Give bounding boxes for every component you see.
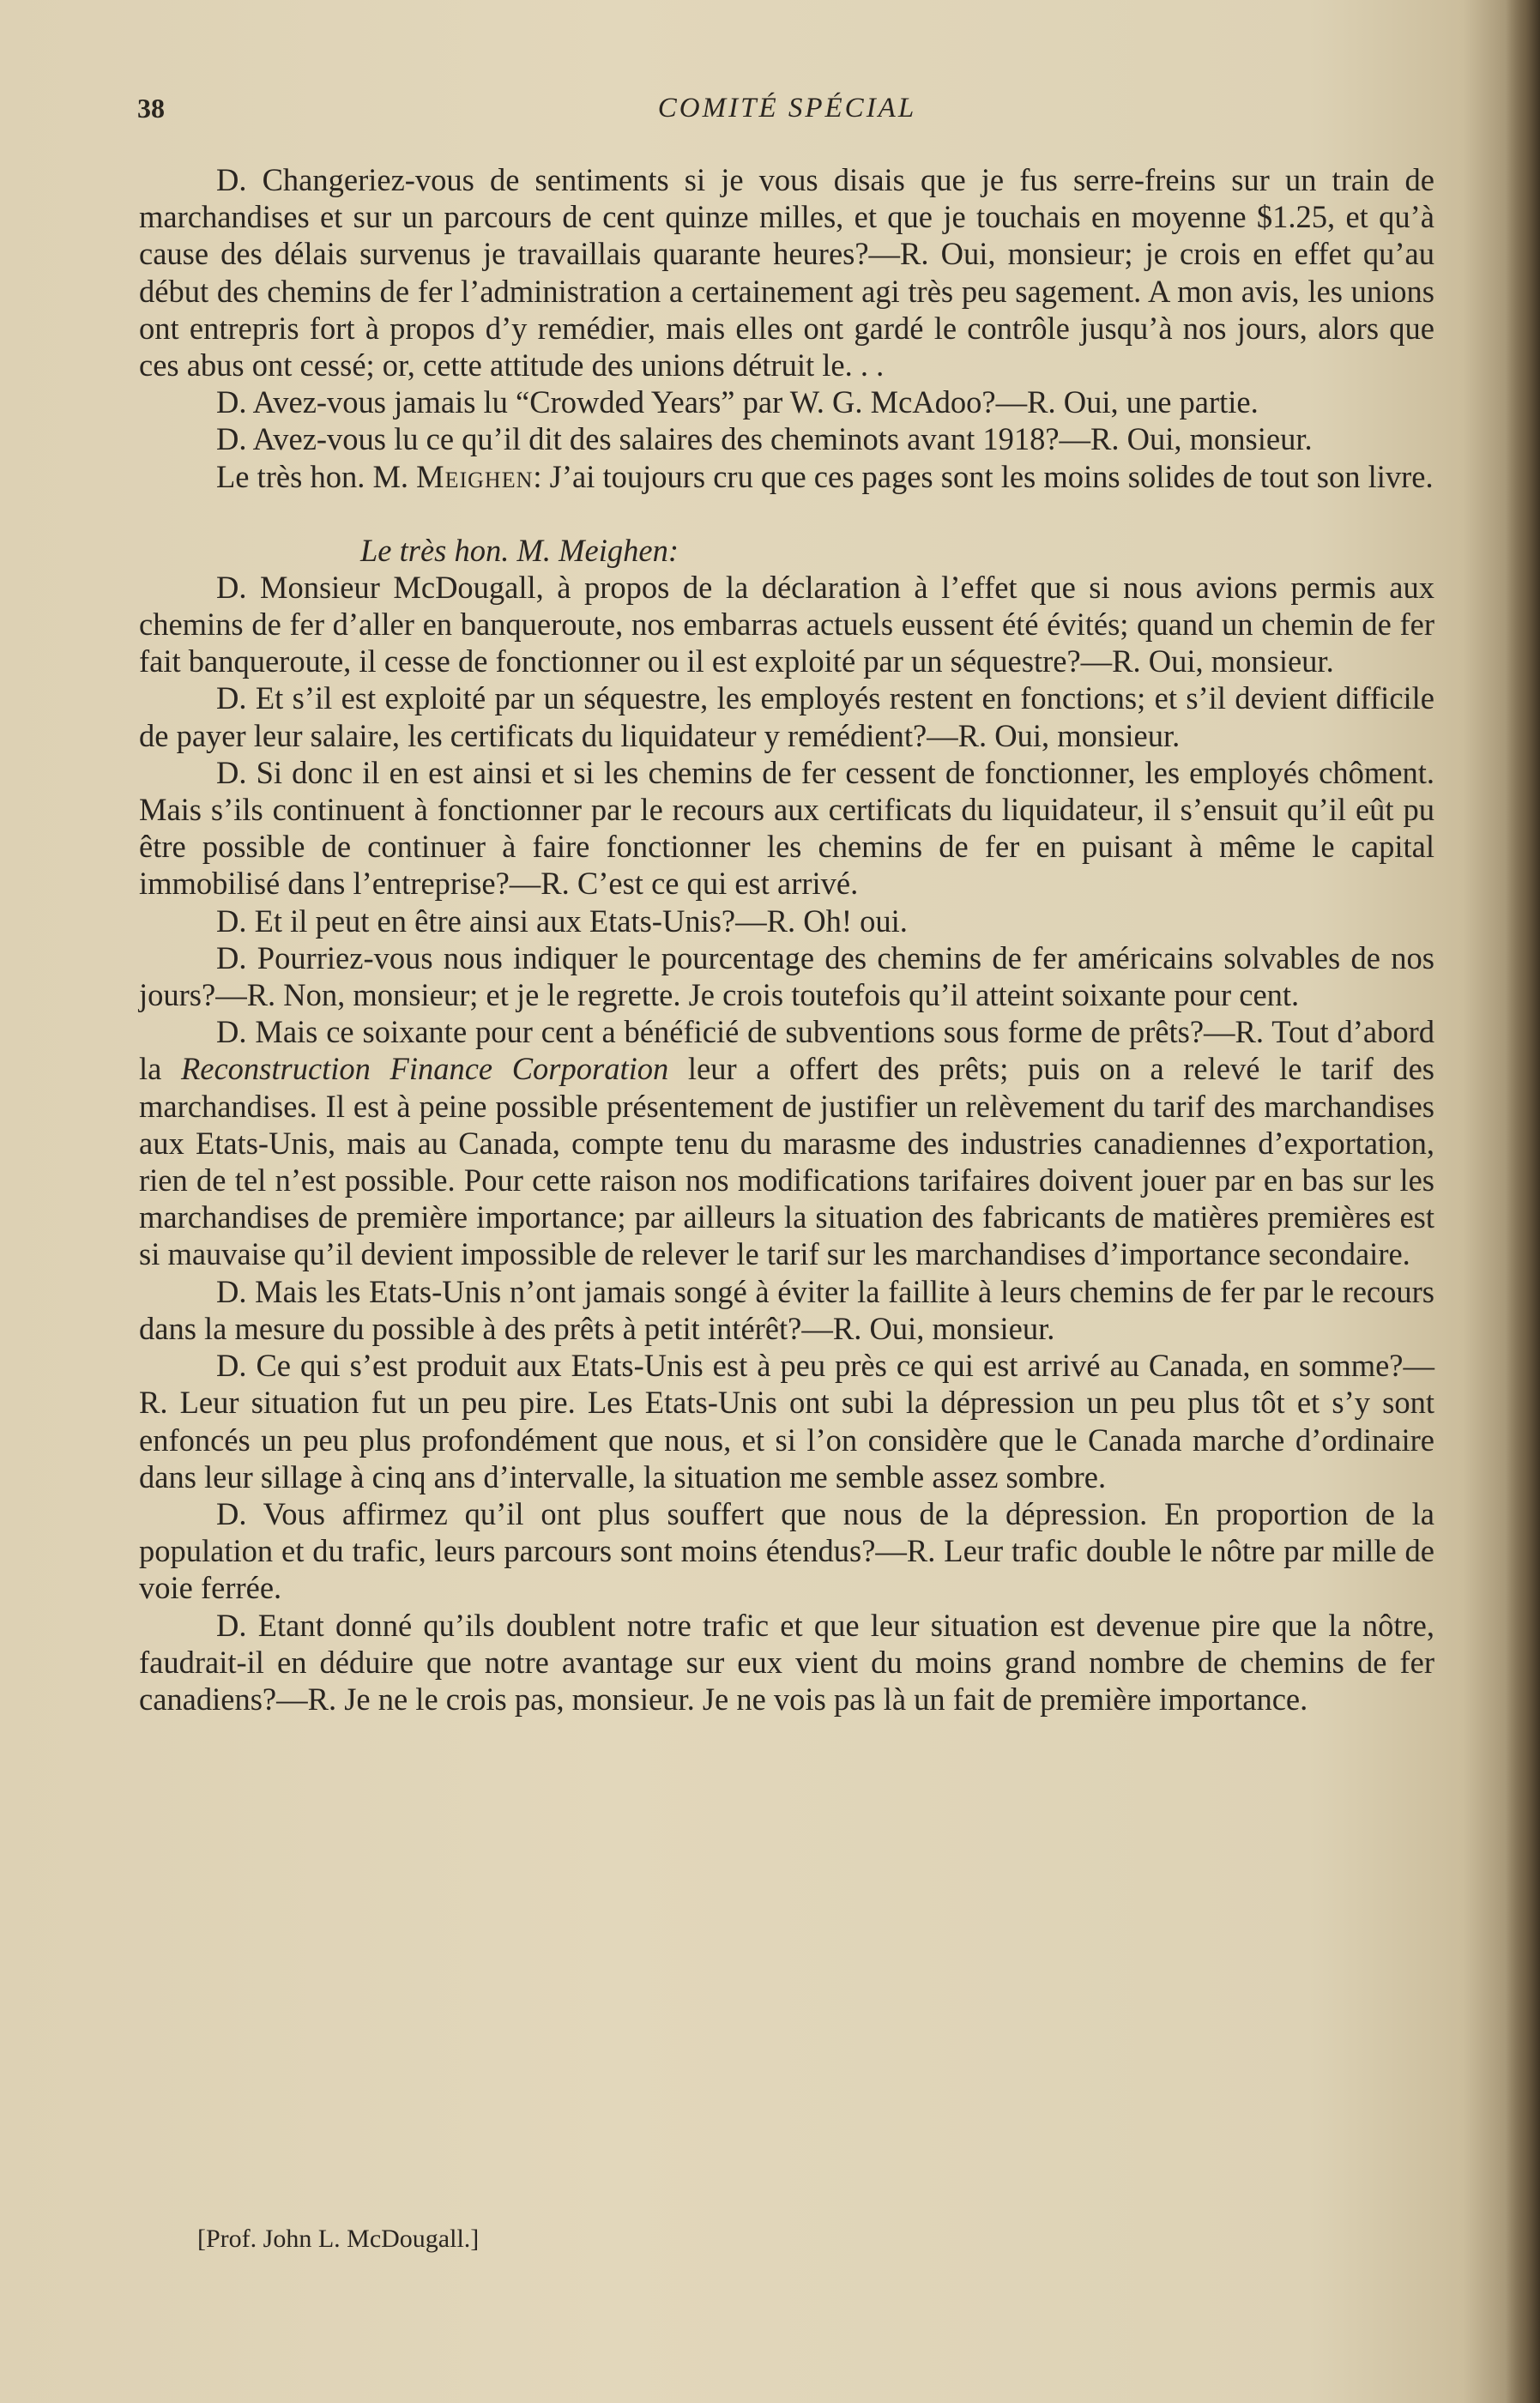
speaker-prefix: Le très hon. M. bbox=[216, 458, 417, 494]
witness-reference: [Prof. John L. McDougall.] bbox=[197, 2225, 480, 2253]
speaker-text: : J’ai toujours cru que ces pages sont les moins solides de tout son livre. bbox=[533, 458, 1434, 494]
running-head: COMITÉ SPÉCIAL bbox=[657, 93, 917, 124]
page-number: 38 bbox=[137, 93, 165, 124]
speaker-name: Meighen bbox=[416, 458, 534, 494]
paragraph: D. Monsieur McDougall, à propos de la déclaration à l’effet que si nous avions permis aux chemins de fer d’aller en banqueroute, nos embarras actuels eussent été évités; quand un chemin de fer fait banqueroute, il cesse de fonctionner ou il est exploité par un séquestre?—R. Oui, monsieur. bbox=[139, 569, 1434, 679]
paragraph: D. Mais les Etats-Unis n’ont jamais songé à éviter la faillite à leurs chemins de fer par le recours dans la mesure du possible à des prêts à petit intérêt?—R. Oui, monsieur. bbox=[139, 1273, 1434, 1346]
paragraph: D. Avez-vous jamais lu “Crowded Years” par W. G. McAdoo?—R. Oui, une partie. bbox=[216, 384, 1259, 420]
paragraph: D. Avez-vous lu ce qu’il dit des salaires des cheminots avant 1918?—R. Oui, monsieur. bbox=[216, 421, 1313, 457]
paragraph-part: leur a offert des prêts; puis on a relevé le tarif des marchandises. Il est à peine possible présentement de justifier un relèvement du tarif des marchandises aux Etats-Unis, mais au Canada, compte tenu du marasme des industries canadiennes d’exportation, rien de tel n’est possible. Pour cette raison nos modifications tarifaires doivent jouer par en bas sur les marchandises de première importance; par ailleurs la situation des fabricants de matières premières est si mauvaise qu’il devient impossible de relever le tarif sur les marchandises d’importance secondaire. bbox=[139, 1051, 1435, 1272]
paragraph: D. Etant donné qu’ils doublent notre trafic et que leur situation est devenue pire que la nôtre, faudrait-il en déduire que notre avantage sur eux vient du moins grand nombre de chemins de fer canadiens?—R. Je ne le crois pas, monsieur. Je ne vois pas là un fait de première importance. bbox=[139, 1607, 1434, 1717]
paragraph: D. Ce qui s’est produit aux Etats-Unis est à peu près ce qui est arrivé au Canada, en somme?—R. Leur situation fut un peu pire. Les Etats-Unis ont subi la dépression un peu plus tôt et s’y sont enfoncés un peu plus profondément que nous, et si l’on considère que le Canada marche d’ordinaire dans leur sillage à cinq ans d’intervalle, la situation me semble assez sombre. bbox=[139, 1348, 1434, 1494]
body-text bbox=[139, 161, 1434, 1718]
page-header bbox=[137, 93, 1437, 136]
paragraph: D. Et il peut en être ainsi aux Etats-Unis?—R. Oh! oui. bbox=[216, 903, 908, 939]
page-binding-edge bbox=[1506, 0, 1540, 2403]
paragraph bbox=[139, 1013, 1434, 1272]
paragraph: D. Changeriez-vous de sentiments si je vous disais que je fus serre-freins sur un train de marchandises et sur un parcours de cent quinze milles, et que je touchais en moyenne $1.25, et qu’à cause des délais survenus je travaillais quarante heures?—R. Oui, monsieur; je crois en effet qu’au début des chemins de fer l’administration a certainement agi très peu sagement. A mon avis, les unions ont entrepris fort à propos d’y remédier, mais elles ont gardé le contrôle jusqu’à nos jours, alors que ces abus ont cessé; or, cette attitude des unions détruit le. . . bbox=[139, 162, 1434, 383]
paragraph-part: D. Mais ce soixante pour cent a bénéficié de subventions sous forme de prêts?—R. Tout d’abord la bbox=[139, 1014, 1434, 1087]
paragraph: D. Pourriez-vous nous indiquer le pourcentage des chemins de fer américains solvables de nos jours?—R. Non, monsieur; et je le regrette. Je crois toutefois qu’il atteint soixante pour cent. bbox=[139, 939, 1434, 1013]
paragraph: D. Si donc il en est ainsi et si les chemins de fer cessent de fonctionner, les employés chôment. Mais s’ils continuent à fonctionner par le recours aux certificats du liquidateur, il s’ensuit qu’il eût pu être possible de continuer à faire fonctionner les chemins de fer en puisant à même le capital immobilisé dans l’entreprise?—R. C’est ce qui est arrivé. bbox=[139, 754, 1434, 902]
section-heading: Le très hon. M. Meighen: bbox=[360, 532, 679, 568]
paragraph: D. Vous affirmez qu’il ont plus souffert que nous de la dépression. En proportion de la population et du trafic, leurs parcours sont moins étendus?—R. Leur trafic double le nôtre par mille de voie ferrée. bbox=[139, 1495, 1434, 1606]
speaker-paragraph bbox=[139, 458, 1434, 495]
paragraph: D. Et s’il est exploité par un séquestre, les employés restent en fonctions; et s’il devient difficile de payer leur salaire, les certificats du liquidateur y remédient?—R. Oui, monsieur. bbox=[139, 680, 1434, 753]
italic-title: Reconstruction Finance Corporation bbox=[180, 1051, 669, 1087]
